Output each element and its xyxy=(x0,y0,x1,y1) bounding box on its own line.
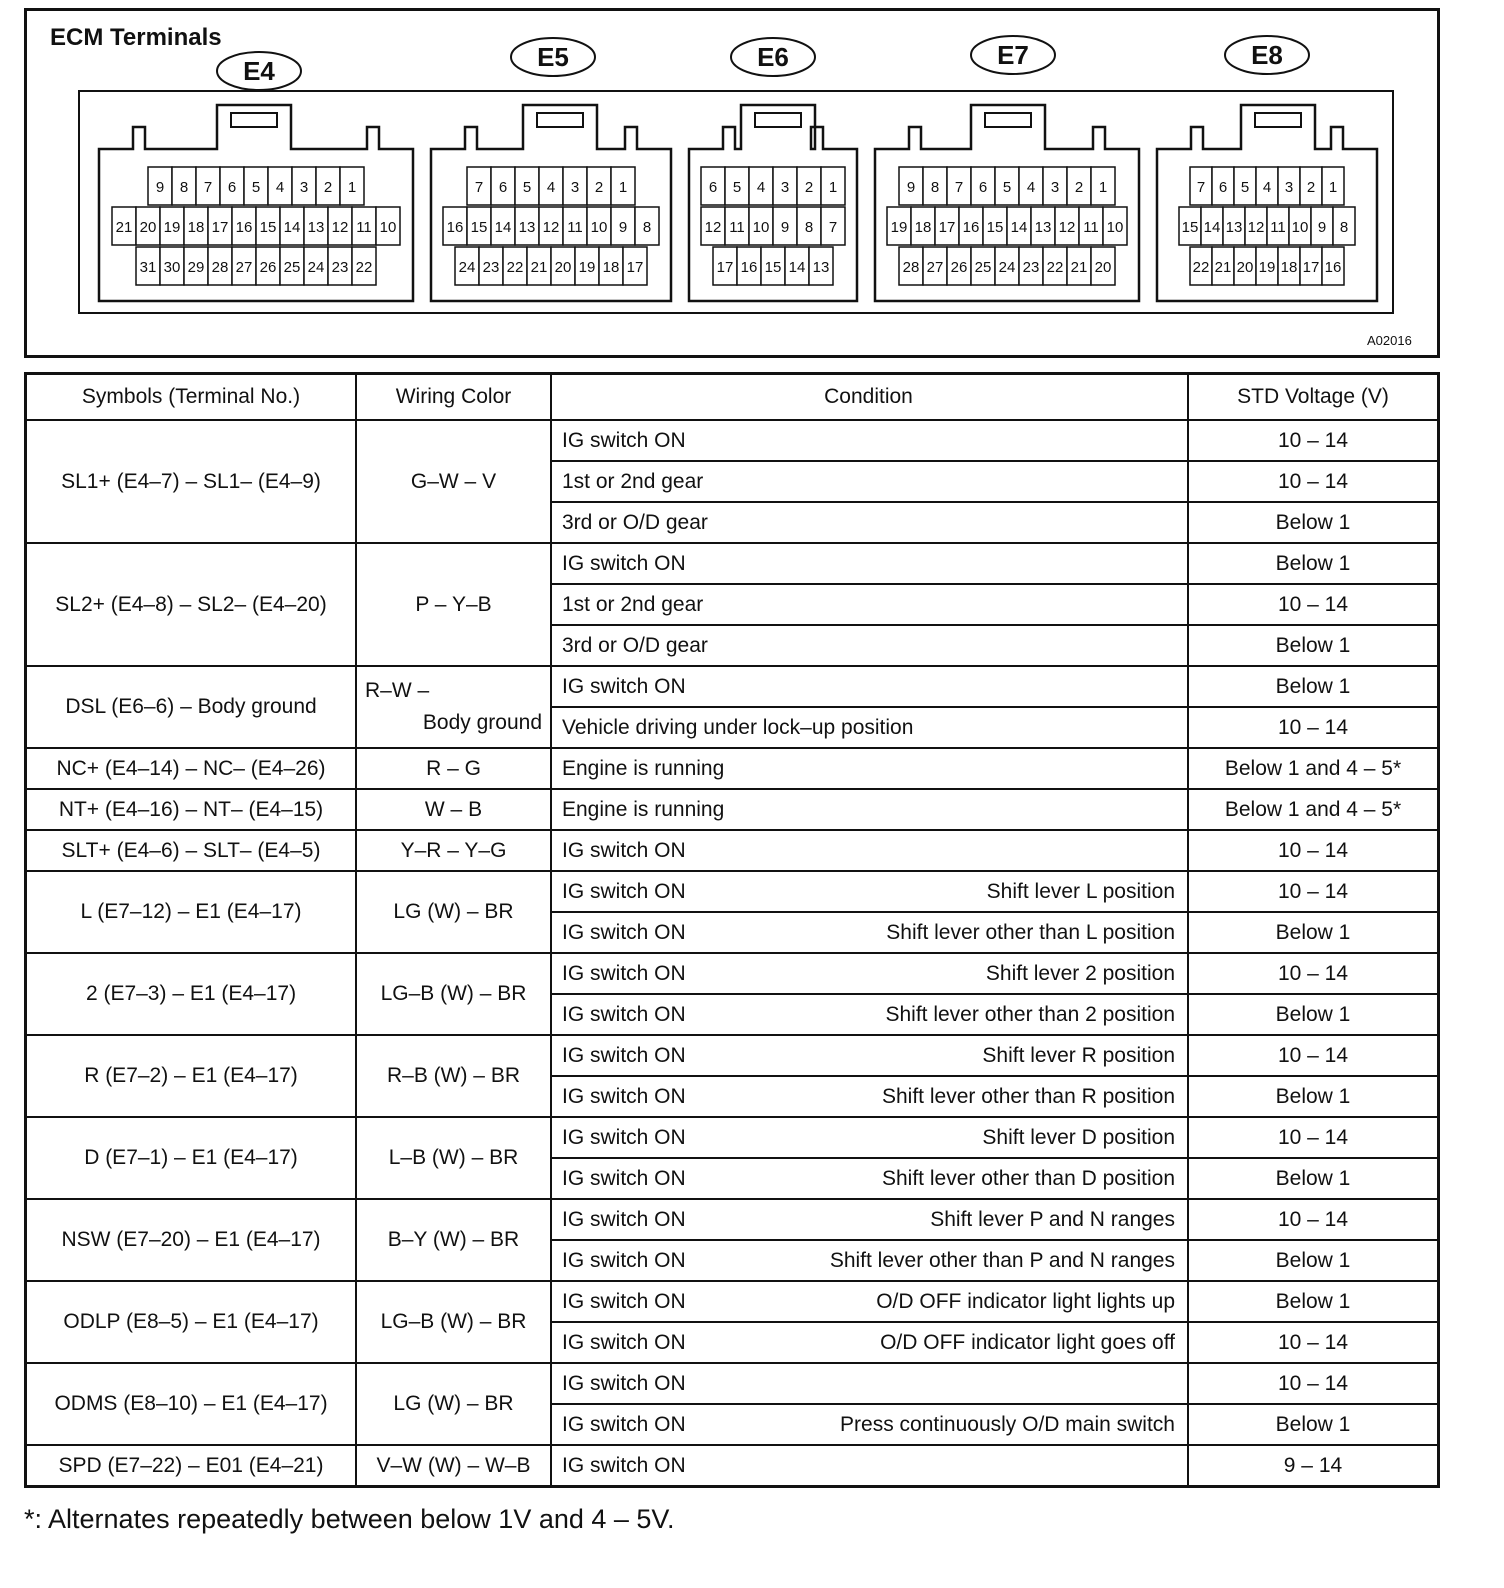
voltage-cell: 10 – 14 xyxy=(1188,871,1439,912)
pin-number: 14 xyxy=(283,219,301,236)
pin-number: 12 xyxy=(542,219,560,236)
table-row xyxy=(26,1035,1439,1076)
connector-label: E8 xyxy=(1251,40,1283,70)
pin-number: 11 xyxy=(356,219,372,236)
condition-cell xyxy=(551,1076,1188,1117)
pin-number: 7 xyxy=(1196,179,1206,196)
condition-text: 3rd or O/D gear xyxy=(562,510,708,534)
symbol-cell: SPD (E7–22) – E01 (E4–21) xyxy=(26,1445,357,1487)
header-voltage: STD Voltage (V) xyxy=(1188,374,1439,421)
pin-number: 19 xyxy=(578,259,596,276)
pin-number: 26 xyxy=(259,259,277,276)
condition-cell xyxy=(551,1117,1188,1158)
pin-number: 17 xyxy=(938,219,956,236)
condition-text: IG switch ON xyxy=(562,1125,686,1149)
pin-number: 7 xyxy=(203,179,213,196)
voltage-cell: 9 – 14 xyxy=(1188,1445,1439,1487)
condition-cell xyxy=(551,1199,1188,1240)
voltage-cell: 10 – 14 xyxy=(1188,1199,1439,1240)
diagram-title: ECM Terminals xyxy=(50,24,222,51)
pin-number: 4 xyxy=(546,179,556,196)
pin-number: 8 xyxy=(179,179,189,196)
symbol-cell: ODLP (E8–5) – E1 (E4–17) xyxy=(26,1281,357,1363)
table-row xyxy=(26,1281,1439,1322)
pin-number: 5 xyxy=(732,179,742,196)
header-condition: Condition xyxy=(551,374,1188,421)
wiring-line-1: R–W – xyxy=(365,679,430,702)
pin-number: 30 xyxy=(163,259,181,276)
table-row xyxy=(26,666,1439,707)
pin-number: 20 xyxy=(554,259,572,276)
pin-number: 7 xyxy=(474,179,484,196)
condition-cell xyxy=(551,1240,1188,1281)
pin-number: 1 xyxy=(1328,179,1338,196)
pin-number: 18 xyxy=(602,259,620,276)
wiring-cell: B–Y (W) – BR xyxy=(356,1199,551,1281)
condition-detail: O/D OFF indicator light goes off xyxy=(880,1330,1175,1354)
connector-label: E7 xyxy=(997,40,1029,70)
pin-number: 13 xyxy=(518,219,536,236)
pin-number: 9 xyxy=(618,219,628,236)
wiring-cell: LG (W) – BR xyxy=(356,871,551,953)
symbol-cell: SLT+ (E4–6) – SLT– (E4–5) xyxy=(26,830,357,871)
pin-number: 22 xyxy=(355,259,373,276)
pin-number: 5 xyxy=(1240,179,1250,196)
condition-cell xyxy=(551,1404,1188,1445)
voltage-cell: Below 1 xyxy=(1188,502,1439,543)
pin-number: 15 xyxy=(259,219,277,236)
pin-number: 3 xyxy=(1050,179,1060,196)
pin-number: 4 xyxy=(1026,179,1036,196)
condition-cell xyxy=(551,584,1188,625)
condition-detail: Shift lever other than D position xyxy=(882,1166,1175,1190)
condition-cell xyxy=(551,420,1188,461)
condition-text: IG switch ON xyxy=(562,1248,686,1272)
pin-number: 2 xyxy=(323,179,333,196)
condition-detail: Shift lever other than 2 position xyxy=(885,1002,1175,1026)
condition-detail: Shift lever D position xyxy=(982,1125,1175,1149)
pin-number: 24 xyxy=(307,259,325,276)
pin-number: 28 xyxy=(902,259,920,276)
condition-text: IG switch ON xyxy=(562,1453,686,1477)
pin-number: 15 xyxy=(764,259,782,276)
pin-number: 1 xyxy=(1098,179,1108,196)
pin-number: 8 xyxy=(1339,219,1349,236)
pin-number: 19 xyxy=(890,219,908,236)
voltage-cell: Below 1 xyxy=(1188,666,1439,707)
condition-cell xyxy=(551,1281,1188,1322)
pin-number: 10 xyxy=(379,219,397,236)
pin-number: 11 xyxy=(729,219,745,236)
condition-cell xyxy=(551,502,1188,543)
condition-cell xyxy=(551,1363,1188,1404)
table-row xyxy=(26,1445,1439,1487)
condition-cell xyxy=(551,912,1188,953)
pin-number: 1 xyxy=(618,179,628,196)
condition-text: IG switch ON xyxy=(562,551,686,575)
pin-number: 8 xyxy=(642,219,652,236)
condition-text: IG switch ON xyxy=(562,674,686,698)
pin-number: 3 xyxy=(570,179,580,196)
condition-text: IG switch ON xyxy=(562,838,686,862)
pin-number: 25 xyxy=(974,259,992,276)
pin-number: 16 xyxy=(1324,259,1342,276)
pin-number: 27 xyxy=(235,259,253,276)
pin-number: 17 xyxy=(1302,259,1320,276)
condition-text: IG switch ON xyxy=(562,428,686,452)
condition-detail: Shift lever 2 position xyxy=(985,961,1175,985)
pin-number: 13 xyxy=(812,259,830,276)
condition-detail: Shift lever other than L position xyxy=(886,920,1175,944)
pin-number: 5 xyxy=(522,179,532,196)
pin-number: 17 xyxy=(626,259,644,276)
voltage-cell: Below 1 xyxy=(1188,912,1439,953)
condition-text: 1st or 2nd gear xyxy=(562,592,704,616)
symbol-cell: NT+ (E4–16) – NT– (E4–15) xyxy=(26,789,357,830)
wiring-cell: R – G xyxy=(356,748,551,789)
pin-number: 6 xyxy=(1218,179,1228,196)
voltage-cell: 10 – 14 xyxy=(1188,584,1439,625)
condition-detail: Shift lever P and N ranges xyxy=(930,1207,1175,1231)
pin-number: 5 xyxy=(1002,179,1012,196)
condition-text: IG switch ON xyxy=(562,1289,686,1313)
pin-number: 16 xyxy=(962,219,980,236)
pin-number: 4 xyxy=(275,179,285,196)
pin-number: 22 xyxy=(1046,259,1064,276)
wiring-cell xyxy=(356,666,551,748)
wiring-cell: LG–B (W) – BR xyxy=(356,953,551,1035)
table-header-row xyxy=(26,374,1439,421)
pin-number: 15 xyxy=(986,219,1004,236)
voltage-cell: 10 – 14 xyxy=(1188,953,1439,994)
wiring-line-2: Body ground xyxy=(422,711,542,734)
pin-number: 10 xyxy=(1291,219,1309,236)
pin-number: 19 xyxy=(1258,259,1276,276)
pin-number: 16 xyxy=(740,259,758,276)
ecm-terminal-diagram xyxy=(24,8,1440,358)
pin-number: 1 xyxy=(347,179,357,196)
voltage-cell: 10 – 14 xyxy=(1188,1117,1439,1158)
voltage-cell: 10 – 14 xyxy=(1188,1035,1439,1076)
pin-number: 18 xyxy=(187,219,205,236)
pin-number: 15 xyxy=(470,219,488,236)
pin-number: 7 xyxy=(828,219,838,236)
table-row xyxy=(26,830,1439,871)
connector-label: E4 xyxy=(243,56,275,86)
pin-number: 22 xyxy=(1192,259,1210,276)
pin-number: 4 xyxy=(1262,179,1272,196)
condition-text: IG switch ON xyxy=(562,1002,686,1026)
condition-text: IG switch ON xyxy=(562,1412,686,1436)
footnote: *: Alternates repeatedly between below 1V and 4 – 5V. xyxy=(24,1504,675,1534)
symbol-cell: ODMS (E8–10) – E1 (E4–17) xyxy=(26,1363,357,1445)
pin-number: 24 xyxy=(458,259,476,276)
condition-cell xyxy=(551,461,1188,502)
condition-cell xyxy=(551,543,1188,584)
condition-text: IG switch ON xyxy=(562,1043,686,1067)
pin-number: 12 xyxy=(331,219,349,236)
pin-number: 13 xyxy=(1034,219,1052,236)
wiring-cell: W – B xyxy=(356,789,551,830)
voltage-cell: 10 – 14 xyxy=(1188,707,1439,748)
condition-text: Engine is running xyxy=(562,797,725,821)
condition-detail: O/D OFF indicator light lights up xyxy=(876,1289,1175,1313)
pin-number: 14 xyxy=(788,259,806,276)
pin-number: 7 xyxy=(954,179,964,196)
pin-number: 13 xyxy=(307,219,325,236)
symbol-cell: NC+ (E4–14) – NC– (E4–26) xyxy=(26,748,357,789)
table-row xyxy=(26,1199,1439,1240)
pin-number: 11 xyxy=(567,219,583,236)
pin-number: 11 xyxy=(1270,219,1286,236)
voltage-cell: 10 – 14 xyxy=(1188,1322,1439,1363)
condition-text: IG switch ON xyxy=(562,961,686,985)
header-symbols: Symbols (Terminal No.) xyxy=(26,374,357,421)
pin-number: 6 xyxy=(227,179,237,196)
pin-number: 13 xyxy=(1225,219,1243,236)
pin-number: 10 xyxy=(1106,219,1124,236)
pin-number: 14 xyxy=(1203,219,1221,236)
wiring-cell: LG–B (W) – BR xyxy=(356,1281,551,1363)
pin-number: 6 xyxy=(498,179,508,196)
pin-number: 23 xyxy=(331,259,349,276)
voltage-cell: 10 – 14 xyxy=(1188,830,1439,871)
pin-number: 2 xyxy=(804,179,814,196)
voltage-cell: Below 1 and 4 – 5* xyxy=(1188,748,1439,789)
condition-text: 3rd or O/D gear xyxy=(562,633,708,657)
symbol-cell: SL2+ (E4–8) – SL2– (E4–20) xyxy=(26,543,357,666)
condition-detail: Shift lever R position xyxy=(982,1043,1175,1067)
voltage-cell: Below 1 xyxy=(1188,1158,1439,1199)
pin-number: 17 xyxy=(716,259,734,276)
table-row xyxy=(26,953,1439,994)
voltage-cell: Below 1 and 4 – 5* xyxy=(1188,789,1439,830)
table-row xyxy=(26,748,1439,789)
condition-cell xyxy=(551,666,1188,707)
table-row xyxy=(26,1117,1439,1158)
voltage-cell: 10 – 14 xyxy=(1188,1363,1439,1404)
pin-number: 8 xyxy=(804,219,814,236)
symbol-cell: DSL (E6–6) – Body ground xyxy=(26,666,357,748)
connector-drawing xyxy=(27,11,1437,355)
pin-number: 6 xyxy=(708,179,718,196)
voltage-cell: Below 1 xyxy=(1188,1404,1439,1445)
pin-number: 2 xyxy=(1306,179,1316,196)
pin-number: 10 xyxy=(752,219,770,236)
condition-text: Engine is running xyxy=(562,756,725,780)
wiring-cell: Y–R – Y–G xyxy=(356,830,551,871)
pin-number: 20 xyxy=(1236,259,1254,276)
condition-cell xyxy=(551,953,1188,994)
condition-text: IG switch ON xyxy=(562,1330,686,1354)
voltage-cell: Below 1 xyxy=(1188,1240,1439,1281)
pin-number: 29 xyxy=(187,259,205,276)
voltage-cell: Below 1 xyxy=(1188,1281,1439,1322)
pin-number: 20 xyxy=(139,219,157,236)
symbol-cell: 2 (E7–3) – E1 (E4–17) xyxy=(26,953,357,1035)
pin-number: 24 xyxy=(998,259,1016,276)
pin-number: 4 xyxy=(756,179,766,196)
condition-detail: Press continuously O/D main switch xyxy=(840,1412,1175,1436)
voltage-cell: Below 1 xyxy=(1188,543,1439,584)
pin-number: 9 xyxy=(780,219,790,236)
pin-number: 15 xyxy=(1181,219,1199,236)
table-row xyxy=(26,420,1439,461)
pin-number: 16 xyxy=(446,219,464,236)
condition-text: 1st or 2nd gear xyxy=(562,469,704,493)
symbol-cell: R (E7–2) – E1 (E4–17) xyxy=(26,1035,357,1117)
connector-label: E5 xyxy=(537,42,569,72)
pin-number: 11 xyxy=(1083,219,1099,236)
condition-cell xyxy=(551,830,1188,871)
wiring-cell: V–W (W) – W–B xyxy=(356,1445,551,1487)
condition-text: Vehicle driving under lock–up position xyxy=(562,715,914,739)
pin-number: 20 xyxy=(1094,259,1112,276)
table-row xyxy=(26,871,1439,912)
condition-cell xyxy=(551,748,1188,789)
pin-number: 21 xyxy=(115,219,133,236)
condition-cell xyxy=(551,994,1188,1035)
pin-number: 10 xyxy=(590,219,608,236)
condition-text: IG switch ON xyxy=(562,920,686,944)
voltage-cell: Below 1 xyxy=(1188,1076,1439,1117)
connector-label: E6 xyxy=(757,42,789,72)
condition-cell xyxy=(551,1158,1188,1199)
condition-cell xyxy=(551,1322,1188,1363)
pin-number: 23 xyxy=(1022,259,1040,276)
pin-number: 1 xyxy=(828,179,838,196)
condition-cell xyxy=(551,789,1188,830)
pin-number: 12 xyxy=(1247,219,1265,236)
pin-number: 9 xyxy=(906,179,916,196)
symbol-cell: L (E7–12) – E1 (E4–17) xyxy=(26,871,357,953)
header-wiring: Wiring Color xyxy=(356,374,551,421)
terminal-spec-table xyxy=(24,372,1440,1488)
pin-number: 3 xyxy=(299,179,309,196)
pin-number: 8 xyxy=(930,179,940,196)
pin-number: 14 xyxy=(1010,219,1028,236)
voltage-cell: 10 – 14 xyxy=(1188,420,1439,461)
table-row xyxy=(26,543,1439,584)
pin-number: 21 xyxy=(1214,259,1232,276)
condition-detail: Shift lever L position xyxy=(986,879,1175,903)
condition-cell xyxy=(551,707,1188,748)
pin-number: 23 xyxy=(482,259,500,276)
pin-number: 9 xyxy=(1317,219,1327,236)
table-row xyxy=(26,1363,1439,1404)
pin-number: 16 xyxy=(235,219,253,236)
pin-number: 25 xyxy=(283,259,301,276)
pin-number: 19 xyxy=(163,219,181,236)
pin-number: 31 xyxy=(139,259,157,276)
pin-number: 6 xyxy=(978,179,988,196)
condition-text: IG switch ON xyxy=(562,879,686,903)
condition-text: IG switch ON xyxy=(562,1084,686,1108)
pin-number: 28 xyxy=(211,259,229,276)
pin-number: 3 xyxy=(1284,179,1294,196)
wiring-cell: L–B (W) – BR xyxy=(356,1117,551,1199)
condition-text: IG switch ON xyxy=(562,1371,686,1395)
condition-cell xyxy=(551,625,1188,666)
wiring-cell: P – Y–B xyxy=(356,543,551,666)
pin-number: 22 xyxy=(506,259,524,276)
symbol-cell: SL1+ (E4–7) – SL1– (E4–9) xyxy=(26,420,357,543)
condition-text: IG switch ON xyxy=(562,1207,686,1231)
voltage-cell: Below 1 xyxy=(1188,994,1439,1035)
pin-number: 14 xyxy=(494,219,512,236)
pin-number: 18 xyxy=(914,219,932,236)
voltage-cell: Below 1 xyxy=(1188,625,1439,666)
wiring-cell: R–B (W) – BR xyxy=(356,1035,551,1117)
condition-cell xyxy=(551,1445,1188,1487)
voltage-cell: 10 – 14 xyxy=(1188,461,1439,502)
pin-number: 2 xyxy=(594,179,604,196)
pin-number: 9 xyxy=(155,179,165,196)
wiring-cell: G–W – V xyxy=(356,420,551,543)
condition-detail: Shift lever other than P and N ranges xyxy=(829,1248,1175,1272)
symbol-cell: D (E7–1) – E1 (E4–17) xyxy=(26,1117,357,1199)
pin-number: 3 xyxy=(780,179,790,196)
diagram-id: A02016 xyxy=(1367,333,1412,348)
pin-number: 5 xyxy=(251,179,261,196)
condition-detail: Shift lever other than R position xyxy=(882,1084,1175,1108)
pin-number: 26 xyxy=(950,259,968,276)
condition-cell xyxy=(551,1035,1188,1076)
table-row xyxy=(26,789,1439,830)
pin-number: 18 xyxy=(1280,259,1298,276)
pin-number: 21 xyxy=(530,259,548,276)
pin-number: 27 xyxy=(926,259,944,276)
pin-number: 12 xyxy=(1058,219,1076,236)
wiring-cell: LG (W) – BR xyxy=(356,1363,551,1445)
pin-number: 2 xyxy=(1074,179,1084,196)
pin-number: 21 xyxy=(1070,259,1088,276)
pin-number: 17 xyxy=(211,219,229,236)
condition-cell xyxy=(551,871,1188,912)
symbol-cell: NSW (E7–20) – E1 (E4–17) xyxy=(26,1199,357,1281)
pin-number: 12 xyxy=(704,219,722,236)
condition-text: IG switch ON xyxy=(562,1166,686,1190)
